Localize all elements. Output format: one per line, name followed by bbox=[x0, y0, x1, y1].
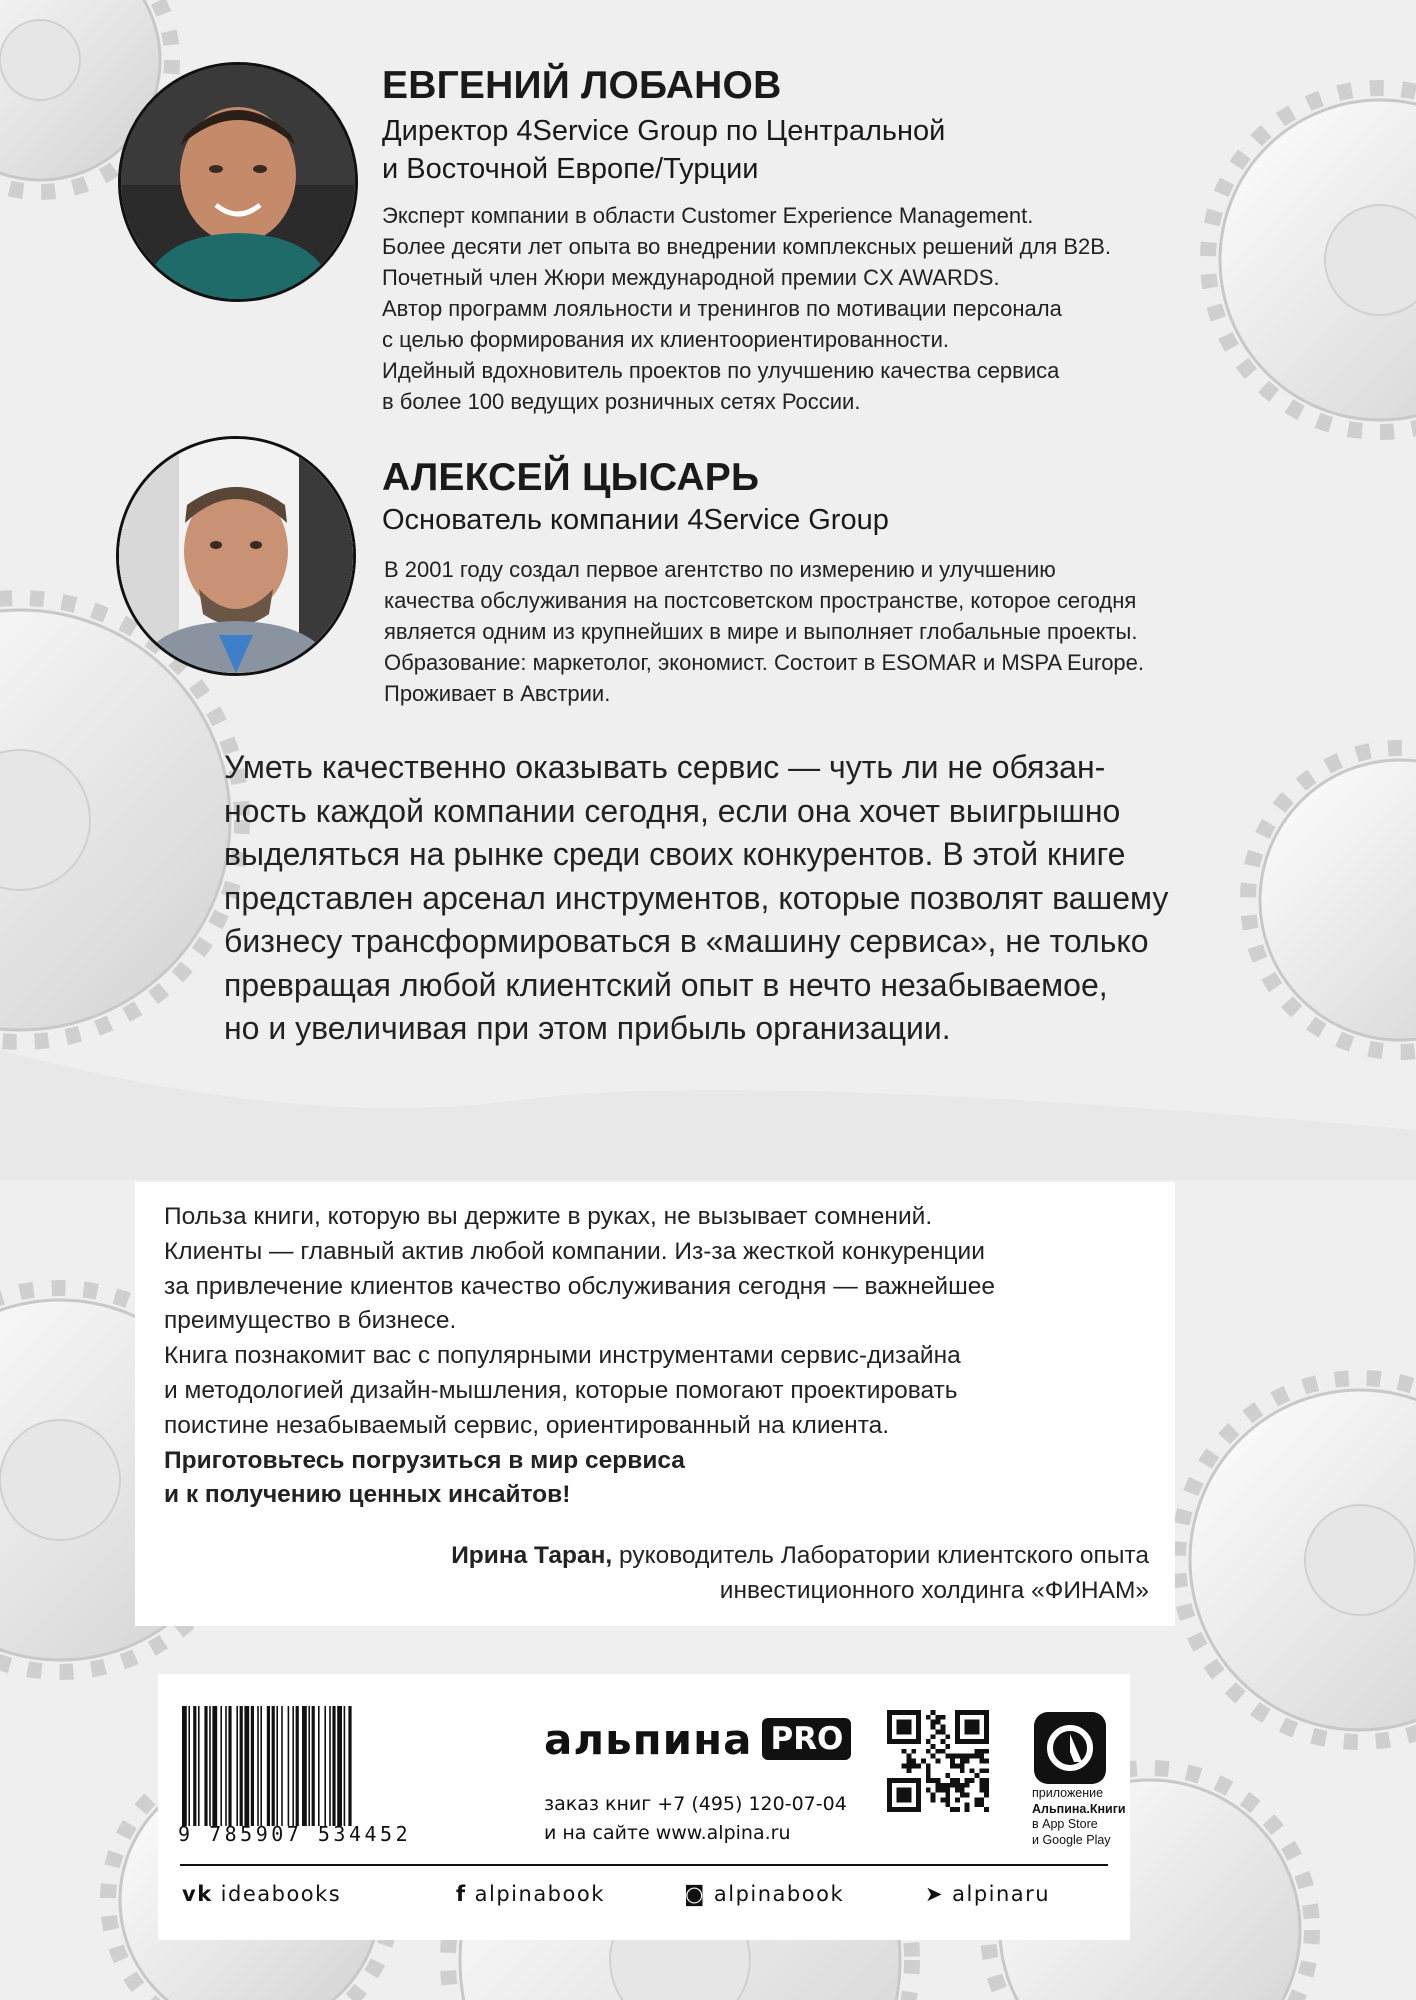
qr-module bbox=[931, 1725, 936, 1730]
author-bio-line: В 2001 году создал первое агентство по измерению и улучшению bbox=[384, 557, 1056, 582]
qr-module bbox=[965, 1783, 970, 1788]
barcode-bar bbox=[308, 1706, 310, 1826]
order-info bbox=[544, 1790, 847, 1848]
qr-module bbox=[931, 1744, 936, 1749]
qr-module bbox=[945, 1734, 950, 1739]
barcode-bar bbox=[204, 1706, 207, 1826]
qr-module bbox=[897, 1788, 912, 1803]
qr-module bbox=[984, 1749, 989, 1754]
barcode-bar bbox=[193, 1706, 196, 1826]
blurb-line: ность каждой компании сегодня, если она хочет выигрышно bbox=[224, 792, 1121, 829]
qr-module bbox=[979, 1754, 984, 1759]
social-handle: alpinabook bbox=[474, 1882, 605, 1906]
qr-module bbox=[979, 1788, 984, 1793]
qr-module bbox=[955, 1778, 960, 1783]
qr-module bbox=[955, 1797, 960, 1802]
qr-module bbox=[940, 1749, 945, 1754]
barcode-bar bbox=[220, 1706, 222, 1826]
qr-module bbox=[974, 1754, 979, 1759]
qr-module bbox=[936, 1749, 941, 1754]
qr-module bbox=[902, 1749, 907, 1754]
qr-module bbox=[926, 1778, 931, 1783]
barcode-bar bbox=[251, 1706, 254, 1826]
qr-module bbox=[965, 1807, 970, 1812]
review-line: поистине незабываемый сервис, ориентированный на клиента. bbox=[164, 1411, 890, 1439]
qr-module bbox=[940, 1797, 945, 1802]
qr-module bbox=[945, 1754, 950, 1759]
qr-module bbox=[926, 1773, 931, 1778]
qr-module bbox=[950, 1763, 955, 1768]
qr-module bbox=[984, 1807, 989, 1812]
qr-module bbox=[945, 1797, 950, 1802]
review-highlight-line: и к получению ценных инсайтов! bbox=[164, 1481, 571, 1509]
barcode-bar bbox=[281, 1706, 283, 1826]
barcode-bar bbox=[296, 1706, 299, 1826]
barcode-bar bbox=[337, 1706, 342, 1826]
qr-module bbox=[945, 1802, 950, 1807]
qr-module bbox=[906, 1759, 911, 1764]
qr-module bbox=[965, 1720, 980, 1735]
author-bio-line: Почетный член Жюри международной премии CX AWARDS. bbox=[382, 265, 1000, 290]
qr-module bbox=[940, 1725, 945, 1730]
review-line: Польза книги, которую вы держите в руках, не вызывает сомнений. bbox=[164, 1203, 933, 1230]
qr-module bbox=[926, 1749, 931, 1754]
qr-module bbox=[979, 1768, 984, 1773]
qr-module bbox=[965, 1759, 970, 1764]
qr-module bbox=[940, 1788, 945, 1793]
order-site: и на сайте www.alpina.ru bbox=[544, 1822, 791, 1844]
qr-module bbox=[979, 1797, 984, 1802]
qr-module bbox=[911, 1763, 916, 1768]
author-bio-line: качества обслуживания на постсоветском пространстве, которое сегодня bbox=[384, 588, 1137, 613]
barcode-bar bbox=[240, 1706, 243, 1826]
author-bio-line: Эксперт компании в области Customer Experience Management. bbox=[382, 203, 1034, 228]
facebook-icon: f bbox=[456, 1882, 467, 1906]
isbn-number: 9 785907 534452 bbox=[178, 1822, 412, 1846]
social-handle: ideabooks bbox=[220, 1882, 342, 1906]
author-role bbox=[382, 112, 945, 188]
qr-module bbox=[974, 1802, 979, 1807]
blurb-line: бизнесу трансформироваться в «машину сервиса», не только bbox=[224, 923, 1149, 959]
qr-module bbox=[960, 1768, 965, 1773]
barcode-bar bbox=[212, 1706, 217, 1826]
app-name: Альпина.Книги bbox=[1032, 1801, 1126, 1816]
qr-module bbox=[960, 1783, 965, 1788]
social-links bbox=[180, 1872, 1110, 1922]
qr-module bbox=[960, 1788, 965, 1793]
order-phone: заказ книг +7 (495) 120-07-04 bbox=[544, 1793, 847, 1815]
publisher-logo bbox=[544, 1712, 851, 1766]
divider bbox=[180, 1864, 1108, 1866]
blurb-line: выделяться на рынке среди своих конкурентов. В этой книге bbox=[224, 836, 1126, 872]
qr-module bbox=[911, 1759, 916, 1764]
qr-module bbox=[931, 1778, 936, 1783]
qr-module bbox=[945, 1773, 950, 1778]
app-caption-line: и Google Play bbox=[1032, 1832, 1111, 1847]
social-link-telegram[interactable] bbox=[925, 1882, 1050, 1906]
barcode-bar bbox=[209, 1706, 211, 1826]
qr-module bbox=[955, 1788, 960, 1793]
qr-module bbox=[979, 1783, 984, 1788]
barcode-bar bbox=[188, 1706, 190, 1826]
qr-module bbox=[960, 1754, 965, 1759]
barcode-bar bbox=[288, 1706, 290, 1826]
blurb-line: представлен арсенал инструментов, которые позволят вашему bbox=[224, 879, 1169, 916]
qr-module bbox=[926, 1768, 931, 1773]
qr-module bbox=[940, 1739, 945, 1744]
author-name: АЛЕКСЕЙ ЦЫСАРЬ bbox=[382, 456, 760, 499]
qr-module bbox=[931, 1710, 936, 1715]
qr-code[interactable] bbox=[887, 1710, 989, 1812]
barcode-bar bbox=[225, 1706, 227, 1826]
barcode-bar bbox=[228, 1706, 231, 1826]
qr-module bbox=[911, 1749, 916, 1754]
qr-module bbox=[965, 1754, 970, 1759]
blurb-line: Уметь качественно оказывать сервис — чуть ли не обязан- bbox=[224, 749, 1106, 785]
barcode-bar bbox=[332, 1706, 335, 1826]
qr-module bbox=[950, 1783, 955, 1788]
social-link-instagram[interactable] bbox=[684, 1882, 844, 1906]
barcode-bar bbox=[292, 1706, 294, 1826]
author-bio-line: Автор программ лояльности и тренингов по мотивации персонала bbox=[382, 296, 1062, 321]
qr-module bbox=[984, 1793, 989, 1798]
review-line: Клиенты — главный актив любой компании. Из-за жесткой конкуренции bbox=[164, 1237, 985, 1265]
qr-module bbox=[906, 1754, 911, 1759]
barcode-bar bbox=[312, 1706, 315, 1826]
barcode-bar bbox=[324, 1706, 326, 1826]
author-bio-line: Образование: маркетолог, экономист. Состоит в ESOMAR и MSPA Europe. bbox=[384, 650, 1145, 675]
blurb-line: превращая любой клиентский опыт в нечто незабываемое, bbox=[224, 966, 1108, 1003]
author-bio-line: Более десяти лет опыта во внедрении комплексных решений для B2B. bbox=[382, 234, 1112, 259]
qr-module bbox=[955, 1783, 960, 1788]
qr-module bbox=[945, 1793, 950, 1798]
qr-module bbox=[984, 1778, 989, 1783]
social-handle: alpinabook bbox=[713, 1882, 845, 1906]
publisher-panel bbox=[158, 1674, 1130, 1940]
qr-module bbox=[940, 1715, 945, 1720]
qr-module bbox=[926, 1715, 931, 1720]
author-bio-line: с целью формирования их клиентоориентированности. bbox=[382, 327, 949, 352]
qr-module bbox=[936, 1715, 941, 1720]
qr-module bbox=[950, 1759, 955, 1764]
qr-module bbox=[974, 1773, 979, 1778]
qr-module bbox=[936, 1778, 941, 1783]
author-photo bbox=[118, 62, 358, 302]
author-bio bbox=[382, 200, 1111, 417]
barcode-bar bbox=[182, 1706, 187, 1826]
qr-module bbox=[945, 1783, 950, 1788]
review-line: преимущество в бизнесе. bbox=[164, 1307, 457, 1335]
qr-module bbox=[931, 1754, 936, 1759]
qr-module bbox=[984, 1783, 989, 1788]
app-caption bbox=[1032, 1786, 1126, 1848]
author-role-line: Директор 4Service Group по Центральной bbox=[382, 115, 946, 147]
barcode-bar bbox=[302, 1706, 307, 1826]
barcode-bar bbox=[267, 1706, 270, 1826]
barcode-bar bbox=[272, 1706, 275, 1826]
qr-module bbox=[950, 1754, 955, 1759]
qr-module bbox=[955, 1807, 960, 1812]
author-photo bbox=[116, 436, 356, 676]
app-caption-line: приложение bbox=[1032, 1786, 1104, 1800]
qr-module bbox=[931, 1793, 936, 1798]
qr-module bbox=[970, 1754, 975, 1759]
qr-module bbox=[926, 1763, 931, 1768]
review-line: за привлечение клиентов качество обслуживания сегодня — важнейшее bbox=[164, 1272, 996, 1300]
qr-module bbox=[979, 1802, 984, 1807]
review-line: и методологией дизайн-мышления, которые помогают проектировать bbox=[164, 1376, 958, 1404]
app-caption-line: в App Store bbox=[1032, 1817, 1098, 1831]
qr-module bbox=[936, 1729, 941, 1734]
qr-module bbox=[984, 1788, 989, 1793]
qr-module bbox=[945, 1744, 950, 1749]
qr-module bbox=[984, 1759, 989, 1764]
book-blurb bbox=[224, 746, 1274, 1051]
barcode-bar bbox=[260, 1706, 262, 1826]
barcode-bar bbox=[329, 1706, 331, 1826]
qr-module bbox=[945, 1788, 950, 1793]
social-link-facebook[interactable] bbox=[456, 1882, 605, 1906]
qr-module bbox=[940, 1729, 945, 1734]
author-role-line: Основатель компании 4Service Group bbox=[382, 504, 889, 536]
review-text bbox=[164, 1200, 995, 1513]
qr-module bbox=[906, 1763, 911, 1768]
review-signature bbox=[451, 1538, 1149, 1608]
qr-module bbox=[965, 1778, 970, 1783]
barcode-bar bbox=[348, 1706, 351, 1826]
qr-module bbox=[906, 1768, 911, 1773]
barcode-bar bbox=[318, 1706, 320, 1826]
author-name: ЕВГЕНИЙ ЛОБАНОВ bbox=[382, 64, 782, 107]
isbn-barcode bbox=[180, 1706, 440, 1826]
qr-module bbox=[897, 1720, 912, 1735]
social-link-vk[interactable] bbox=[182, 1882, 341, 1906]
qr-module bbox=[926, 1739, 931, 1744]
author-bio-line: является одним из крупнейших в мире и выполняет глобальные проекты. bbox=[384, 619, 1138, 644]
vk-icon: vk bbox=[182, 1882, 213, 1906]
qr-module bbox=[936, 1788, 941, 1793]
qr-module bbox=[931, 1734, 936, 1739]
qr-module bbox=[984, 1768, 989, 1773]
app-icon[interactable] bbox=[1034, 1712, 1106, 1784]
qr-module bbox=[940, 1783, 945, 1788]
author-role bbox=[382, 501, 889, 539]
publisher-logo-badge: PRO bbox=[762, 1718, 851, 1760]
qr-module bbox=[936, 1759, 941, 1764]
qr-module bbox=[960, 1759, 965, 1764]
qr-module bbox=[970, 1768, 975, 1773]
review-line: Книга познакомит вас с популярными инструментами сервис-дизайна bbox=[164, 1342, 961, 1370]
barcode-bar bbox=[276, 1706, 278, 1826]
qr-module bbox=[926, 1788, 931, 1793]
qr-module bbox=[936, 1720, 941, 1725]
publisher-logo-word: альпина bbox=[544, 1714, 753, 1764]
qr-module bbox=[921, 1759, 926, 1764]
qr-module bbox=[979, 1749, 984, 1754]
qr-module bbox=[936, 1783, 941, 1788]
barcode-bar bbox=[236, 1706, 238, 1826]
qr-module bbox=[960, 1793, 965, 1798]
qr-module bbox=[950, 1807, 955, 1812]
qr-module bbox=[955, 1754, 960, 1759]
author-bio-line: Идейный вдохновитель проектов по улучшению качества сервиса bbox=[382, 358, 1060, 383]
qr-module bbox=[950, 1778, 955, 1783]
reviewer-name: Ирина Таран, bbox=[451, 1542, 613, 1569]
qr-module bbox=[965, 1793, 970, 1798]
review-highlight-line: Приготовьтесь погрузиться в мир сервиса bbox=[164, 1446, 685, 1474]
qr-module bbox=[974, 1749, 979, 1754]
social-handle: alpinaru bbox=[952, 1882, 1051, 1906]
qr-module bbox=[916, 1763, 921, 1768]
qr-module bbox=[974, 1797, 979, 1802]
qr-module bbox=[970, 1778, 975, 1783]
barcode-bar bbox=[244, 1706, 249, 1826]
qr-module bbox=[965, 1802, 970, 1807]
qr-module bbox=[955, 1763, 960, 1768]
qr-module bbox=[902, 1763, 907, 1768]
qr-module bbox=[979, 1778, 984, 1783]
reviewer-organization: инвестиционного холдинга «ФИНАМ» bbox=[719, 1577, 1149, 1604]
author-bio bbox=[384, 554, 1144, 709]
qr-module bbox=[960, 1763, 965, 1768]
author-bio-line: в более 100 ведущих розничных сетях России. bbox=[382, 389, 861, 414]
telegram-icon: ➤ bbox=[925, 1882, 945, 1906]
author-bio-line: Проживает в Австрии. bbox=[384, 681, 611, 706]
author-role-line: и Восточной Европе/Турции bbox=[382, 153, 759, 185]
qr-module bbox=[931, 1797, 936, 1802]
barcode-bar bbox=[344, 1706, 346, 1826]
barcode-bar bbox=[198, 1706, 200, 1826]
review-box bbox=[135, 1182, 1175, 1626]
blurb-line: но и увеличивая при этом прибыль организации. bbox=[224, 1010, 951, 1046]
instagram-icon: ◙ bbox=[684, 1882, 706, 1906]
qr-module bbox=[979, 1759, 984, 1764]
barcode-bar bbox=[257, 1706, 259, 1826]
reviewer-role: руководитель Лаборатории клиентского опыта bbox=[612, 1542, 1149, 1569]
qr-module bbox=[931, 1720, 936, 1725]
